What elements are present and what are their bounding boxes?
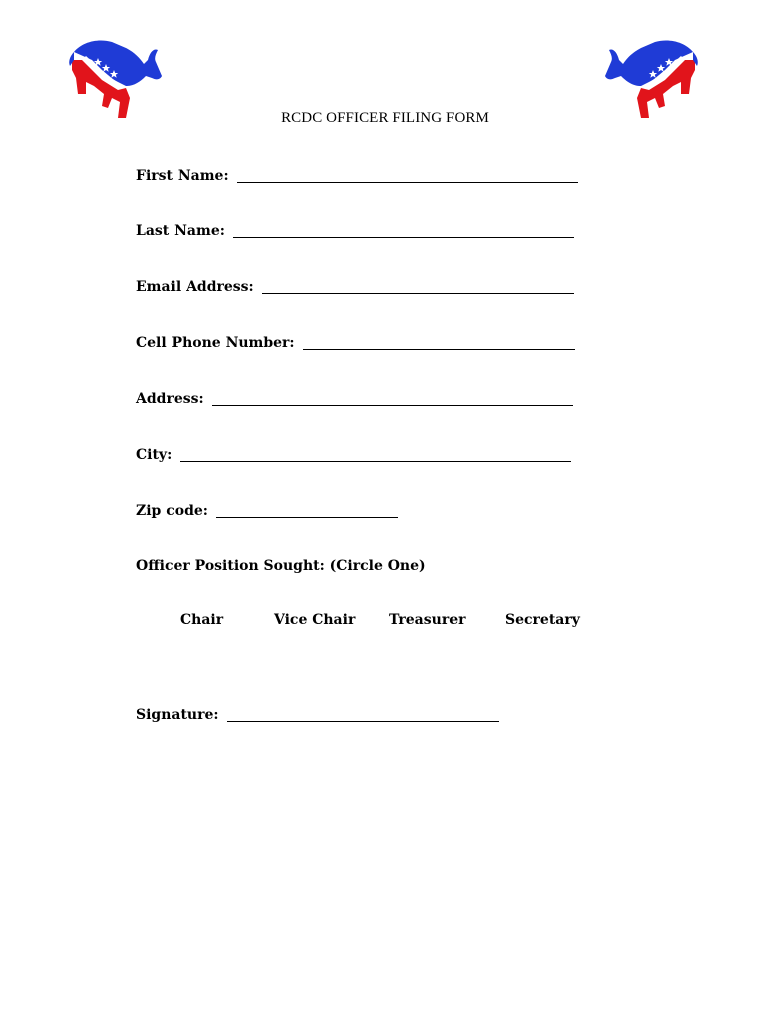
last-name-label: Last Name: xyxy=(136,223,225,239)
position-prompt-label: Officer Position Sought: (Circle One) xyxy=(136,558,426,574)
position-option-secretary[interactable]: Secretary xyxy=(505,612,580,628)
form-title: RCDC OFFICER FILING FORM xyxy=(281,110,489,126)
signature-input-line[interactable] xyxy=(227,709,499,722)
city-label: City: xyxy=(136,447,173,463)
signature-field[interactable] xyxy=(136,706,499,723)
first-name-field[interactable] xyxy=(136,167,578,184)
first-name-input-line[interactable] xyxy=(237,170,578,183)
cell-phone-label: Cell Phone Number: xyxy=(136,335,295,351)
position-prompt xyxy=(136,558,426,574)
cell-phone-field[interactable] xyxy=(136,334,575,351)
zip-input-line[interactable] xyxy=(216,505,398,518)
email-input-line[interactable] xyxy=(262,281,574,294)
zip-label: Zip code: xyxy=(136,503,208,519)
position-option-treasurer[interactable]: Treasurer xyxy=(389,612,466,628)
position-option-chair[interactable]: Chair xyxy=(180,612,224,628)
position-options xyxy=(0,612,770,634)
address-label: Address: xyxy=(136,391,204,407)
city-input-line[interactable] xyxy=(180,449,571,462)
position-option-vice-chair[interactable]: Vice Chair xyxy=(274,612,356,628)
address-input-line[interactable] xyxy=(212,393,573,406)
email-field[interactable] xyxy=(136,278,574,295)
city-field[interactable] xyxy=(136,446,571,463)
first-name-label: First Name: xyxy=(136,168,229,184)
signature-label: Signature: xyxy=(136,707,219,723)
last-name-input-line[interactable] xyxy=(233,225,574,238)
last-name-field[interactable] xyxy=(136,222,574,239)
cell-phone-input-line[interactable] xyxy=(303,337,575,350)
email-label: Email Address: xyxy=(136,279,254,295)
address-field[interactable] xyxy=(136,390,573,407)
zip-field[interactable] xyxy=(136,502,398,519)
